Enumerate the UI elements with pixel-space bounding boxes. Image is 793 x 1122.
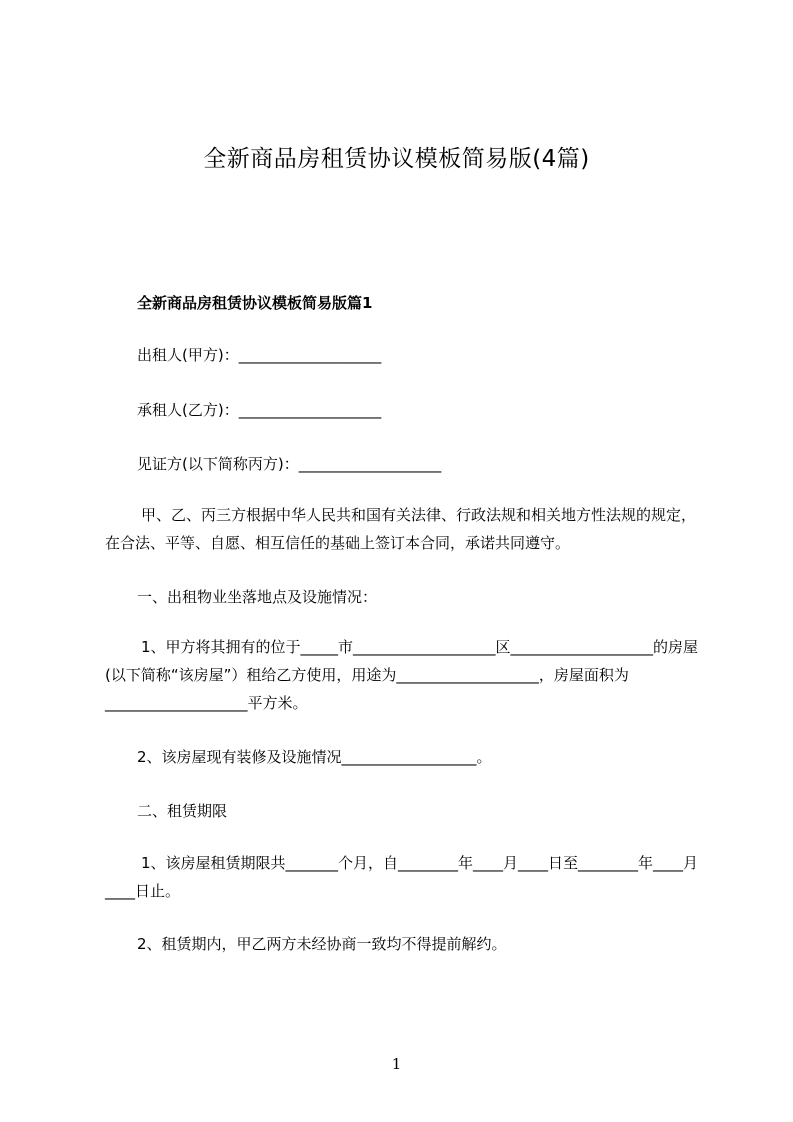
clause-1-heading: 一、出租物业坐落地点及设施情况： (137, 588, 378, 606)
clause-1-1: 1、甲方将其拥有的位于_____市___________________区___________________的房屋(以下简称“该房屋”）租给乙方使用，用途为___________________，房屋面积为___________________平方米。 (105, 638, 699, 712)
witness-line: 见证方(以下简称丙方)：___________________ (137, 455, 442, 473)
intro-paragraph: 甲、乙、丙三方根据中华人民共和国有关法律、行政法规和相关地方性法规的规定，在合法、平等、自愿、相互信任的基础上签订本合同，承诺共同遵守。 (105, 506, 697, 552)
clause-1-2: 2、该房屋现有装修及设施情况__________________。 (137, 748, 492, 766)
clause-2-heading: 二、租赁期限 (137, 802, 228, 820)
page-number: 1 (391, 1055, 402, 1073)
lessee-line: 承租人(乙方)：___________________ (137, 401, 382, 419)
section-heading: 全新商品房租赁协议模板简易版篇1 (137, 294, 373, 312)
clause-2-1: 1、该房屋租赁期限共_______个月，自________年____月____日至________年____月____日止。 (105, 854, 699, 900)
clause-2-2: 2、租赁期内，甲乙两方未经协商一致均不得提前解约。 (137, 935, 507, 953)
document-title: 全新商品房租赁协议模板简易版(4篇) (203, 146, 590, 172)
lessor-line: 出租人(甲方)：___________________ (137, 346, 382, 364)
